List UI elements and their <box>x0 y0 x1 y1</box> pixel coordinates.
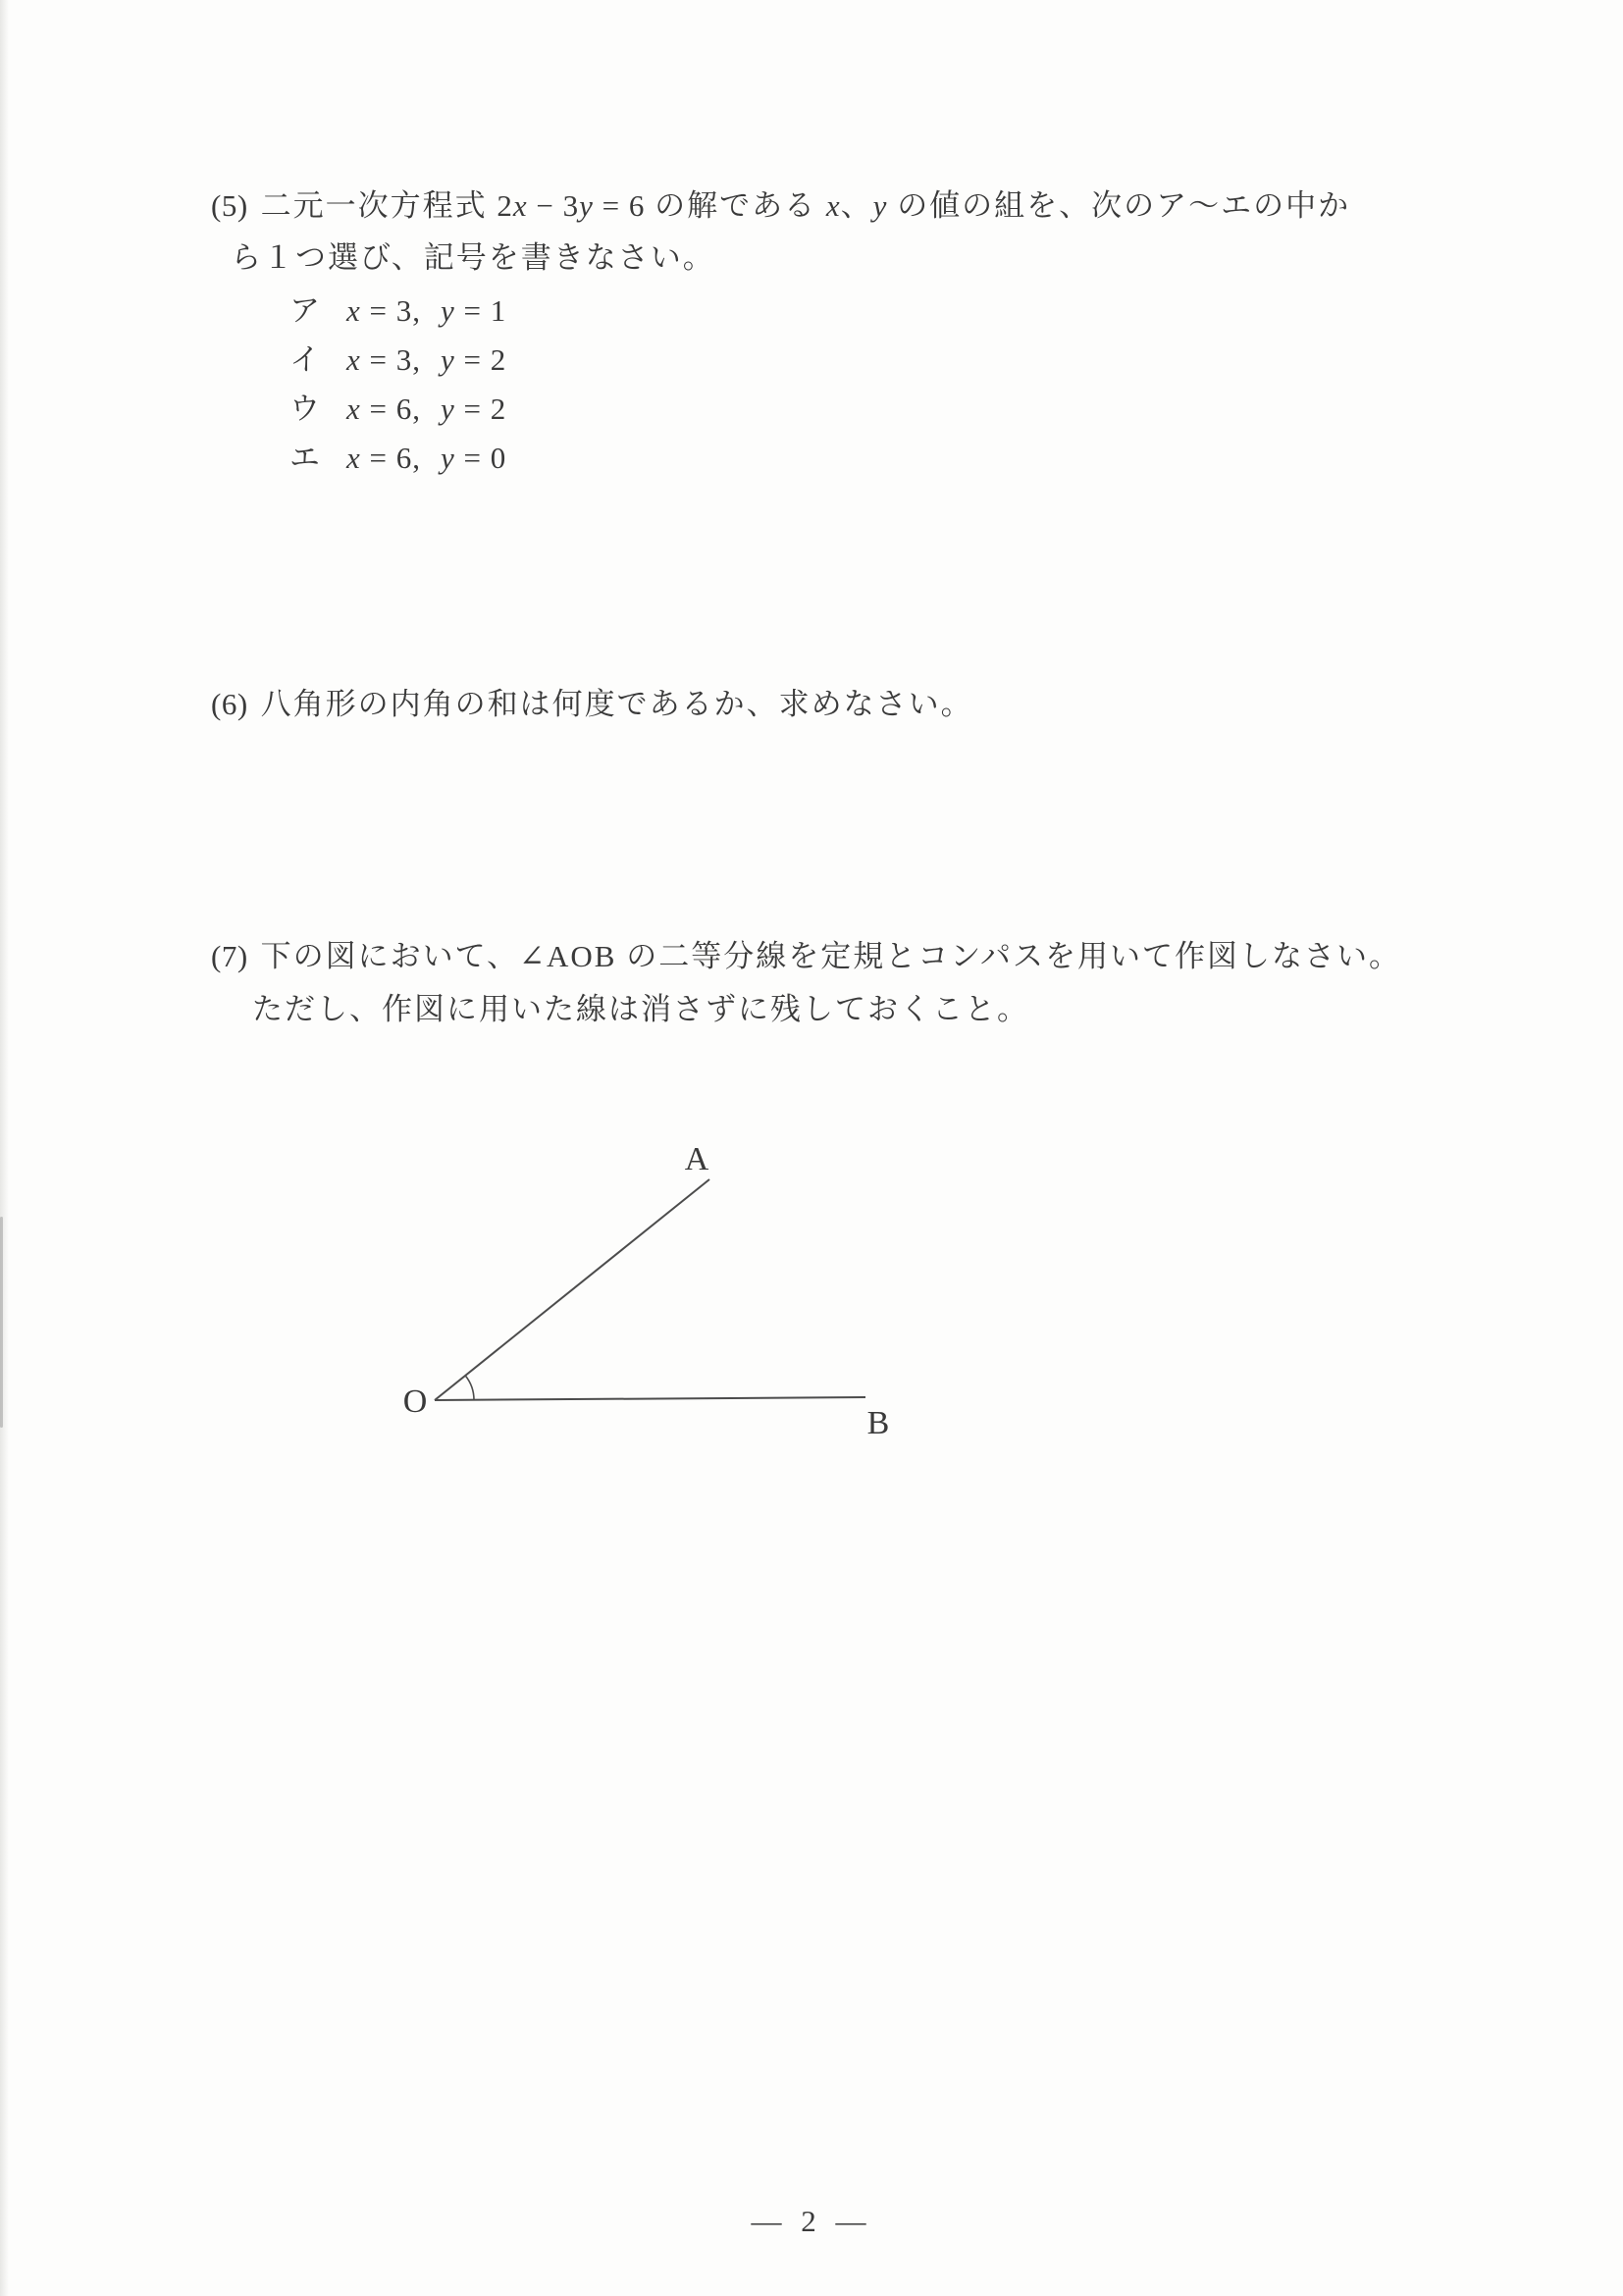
problem-5-line-2: ら１つ選び、記号を書きなさい。 <box>231 240 715 275</box>
variable-x: x <box>346 342 361 377</box>
equals-sign: = <box>360 293 396 328</box>
variable-x: x <box>346 293 361 328</box>
equation-coefficient: 3 <box>562 188 580 223</box>
angle-arc <box>465 1376 474 1400</box>
page-number: — 2 — <box>751 2204 872 2238</box>
equation-variable-y: y <box>579 188 594 223</box>
equals-sign: = <box>454 293 491 328</box>
problem-7-line-2: ただし、作図に用いた線は消さずに残しておくこと。 <box>252 992 1029 1026</box>
option-y-value: 0 <box>490 441 507 475</box>
equals-sign: = <box>454 441 491 475</box>
scan-sliver-artifact <box>0 1217 3 1428</box>
equals-sign: = <box>360 342 396 377</box>
problem-5-text: の値の組を、次のア～エの中か <box>887 188 1351 223</box>
option-x-value: 6 <box>395 391 413 426</box>
equals-sign: = <box>360 441 396 475</box>
variable-y: y <box>441 441 455 475</box>
problem-5-text: の解である <box>645 188 826 223</box>
problem-5-text: 二元一次方程式 <box>260 188 497 223</box>
ray-oa <box>435 1179 709 1400</box>
comma: , <box>412 293 421 328</box>
equation-equals-6: = 6 <box>593 188 646 223</box>
comma-jp: 、 <box>840 188 873 223</box>
option-x-value: 3 <box>395 293 413 328</box>
ray-ob <box>435 1397 865 1400</box>
option-kana: エ <box>289 441 320 475</box>
equation-variable-x: x <box>512 188 528 223</box>
option-kana: イ <box>289 342 320 377</box>
problem-6-line <box>211 687 973 722</box>
option-row-a <box>289 293 506 329</box>
problem-6-number: (6) <box>211 687 248 721</box>
problem-7-number: (7) <box>211 939 248 973</box>
equals-sign: = <box>360 391 396 426</box>
equation-minus: − <box>527 188 563 223</box>
angle-aob-figure <box>373 1109 922 1462</box>
equation-coefficient: 2 <box>497 188 513 223</box>
variable-y: y <box>441 293 455 328</box>
equals-sign: = <box>454 342 491 377</box>
comma: , <box>412 391 421 426</box>
problem-5-line-1 <box>211 188 1350 224</box>
option-row-i <box>289 342 506 378</box>
equals-sign: = <box>454 391 491 426</box>
scan-edge-artifact <box>0 0 9 2296</box>
point-label-o: O <box>402 1383 428 1420</box>
option-y-value: 2 <box>490 342 507 377</box>
option-kana: ウ <box>289 391 320 426</box>
option-row-u <box>289 391 506 427</box>
option-y-value: 2 <box>490 391 507 426</box>
problem-7-text: 下の図において、∠AOB の二等分線を定規とコンパスを用いて作図しなさい。 <box>260 939 1402 973</box>
variable-y: y <box>872 188 888 223</box>
problem-6-text: 八角形の内角の和は何度であるか、求めなさい。 <box>260 687 973 721</box>
option-x-value: 6 <box>395 441 413 475</box>
problem-7-line-1 <box>211 939 1401 974</box>
variable-x: x <box>346 441 361 475</box>
comma: , <box>412 342 421 377</box>
problem-5-number: (5) <box>211 188 248 223</box>
point-label-a: A <box>684 1141 709 1177</box>
option-kana: ア <box>289 293 320 328</box>
variable-x: x <box>825 188 841 223</box>
point-label-b: B <box>866 1405 890 1441</box>
variable-y: y <box>441 391 455 426</box>
variable-y: y <box>441 342 455 377</box>
option-x-value: 3 <box>395 342 413 377</box>
comma: , <box>412 441 421 475</box>
option-y-value: 1 <box>490 293 507 328</box>
variable-x: x <box>346 391 361 426</box>
option-row-e <box>289 441 506 476</box>
